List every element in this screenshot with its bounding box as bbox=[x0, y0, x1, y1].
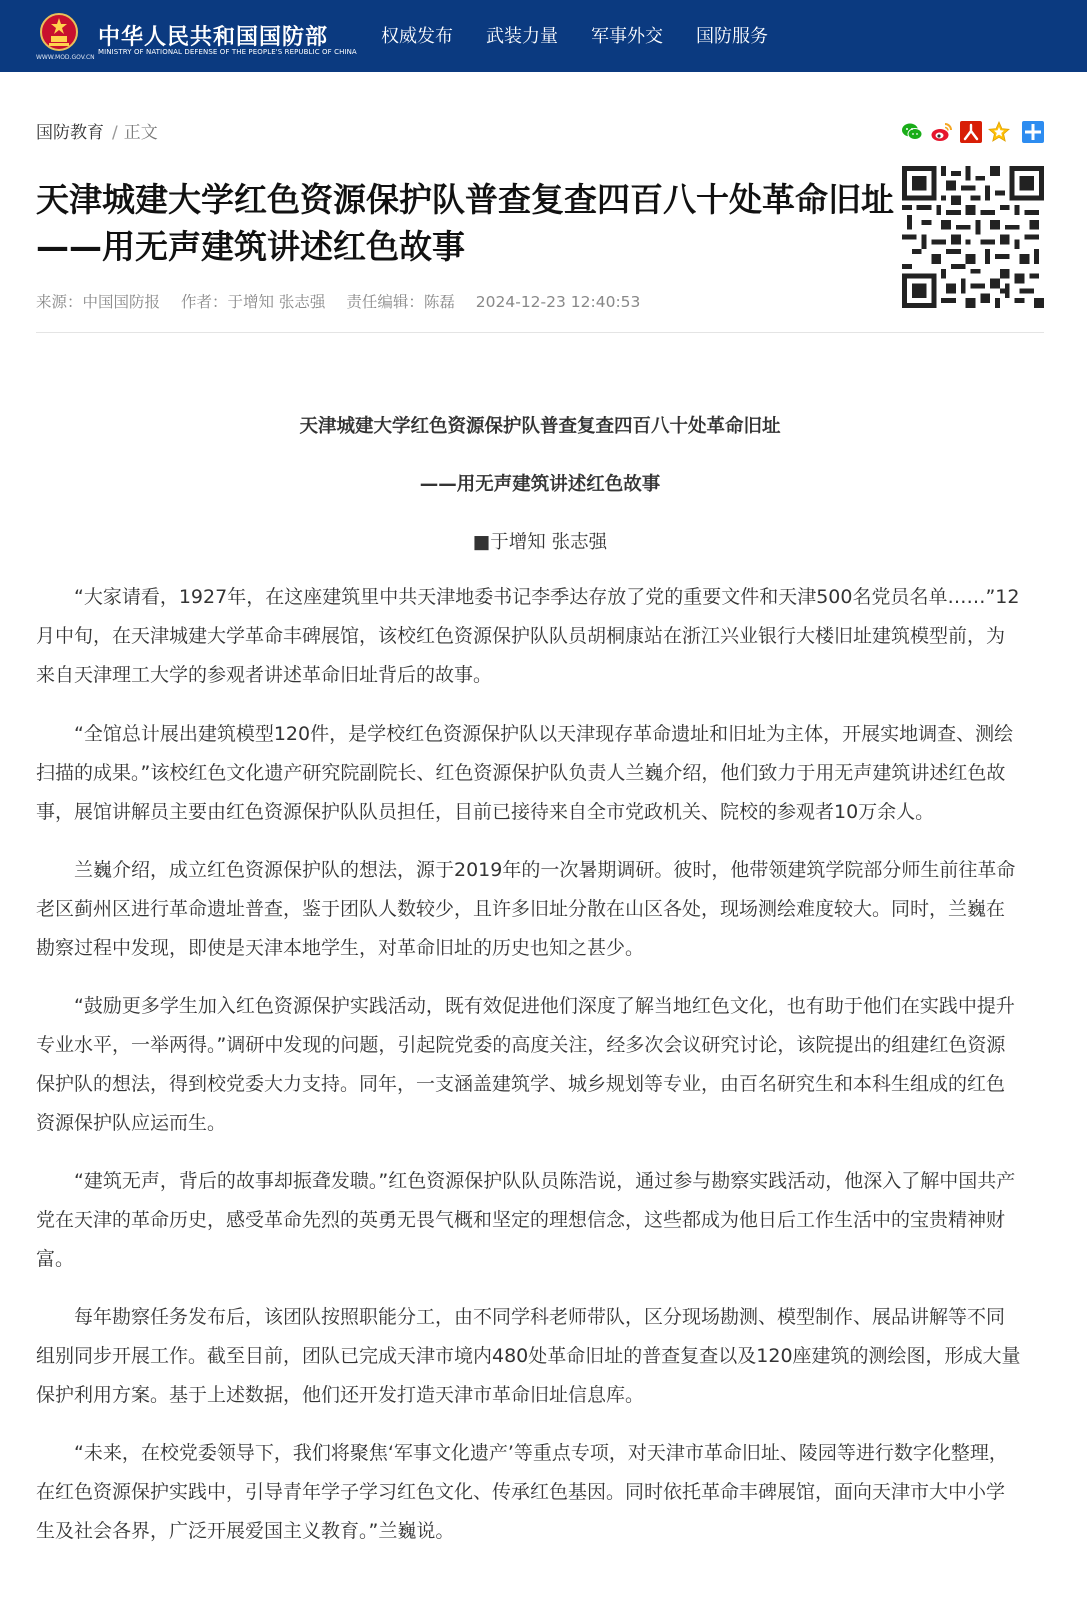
article-byline: ■于增知 张志强 bbox=[472, 532, 608, 553]
favorite-icon[interactable] bbox=[987, 120, 1011, 144]
article-paragraph: “未来，在校党委领导下，我们将聚焦‘军事文化遗产’等重点专项，对天津市革命旧址、陵园等进行数字化整理，在红色资源保护实践中，引导青年学子学习红色文化、传承红色基因。同时依托革命丰碑展馆，面向天津市大中小学生及社会各界，广泛开展爱国主义教育。”兰巍说。 bbox=[36, 1442, 1008, 1542]
article-headline: 天津城建大学红色资源保护队普查复查四百八十处革命旧址——用无声建筑讲述红色故事 bbox=[36, 180, 894, 266]
site-header bbox=[0, 0, 1087, 72]
article-title-line1: 天津城建大学红色资源保护队普查复查四百八十处革命旧址 bbox=[299, 416, 781, 437]
article-paragraph: 兰巍介绍，成立红色资源保护队的想法，源于2019年的一次暑期调研。彼时，他带领建筑学院部分师生前往革命老区蓟州区进行革命遗址普查，鉴于团队人数较少，且许多旧址分散在山区各处，现场测绘难度较大。同时，兰巍在勘察过程中发现，即使是天津本地学生，对革命旧址的历史也知之甚少。 bbox=[36, 859, 1016, 959]
nav-item-armed-forces[interactable]: 武装力量 bbox=[486, 26, 558, 47]
breadcrumb bbox=[36, 118, 158, 143]
site-logo[interactable] bbox=[36, 8, 357, 64]
article-paragraph: “大家请看，1927年，在这座建筑里中共天津地委书记李季达存放了党的重要文件和天津500名党员名单……”12月中旬，在天津城建大学革命丰碑展馆，该校红色资源保护队队员胡桐康站在浙江兴业银行大楼旧址建筑模型前，为来自天津理工大学的参观者讲述革命旧址背后的故事。 bbox=[36, 586, 1020, 686]
site-name-en: MINISTRY OF NATIONAL DEFENSE OF THE PEOPLE'S REPUBLIC OF CHINA bbox=[98, 48, 357, 56]
breadcrumb-section-link[interactable]: 国防教育 bbox=[36, 123, 104, 143]
weibo-icon[interactable] bbox=[930, 120, 954, 144]
breadcrumb-separator: / bbox=[112, 123, 118, 143]
header-divider bbox=[36, 332, 1044, 333]
nav-item-defense-services[interactable]: 国防服务 bbox=[696, 26, 768, 47]
breadcrumb-current: 正文 bbox=[123, 123, 158, 143]
meta-editor: 责任编辑：陈磊 bbox=[346, 293, 455, 311]
more-share-icon[interactable] bbox=[1021, 120, 1045, 144]
site-url: WWW.MOD.GOV.CN bbox=[36, 54, 95, 61]
meta-source: 来源：中国国防报 bbox=[36, 293, 161, 311]
wechat-icon[interactable] bbox=[900, 120, 924, 144]
article-paragraph: “建筑无声，背后的故事却振聋发聩。”红色资源保护队队员陈浩说，通过参与勘察实践活动，他深入了解中国共产党在天津的革命历史，感受革命先烈的英勇无畏气概和坚定的理想信念，这些都成为他日后工作生活中的宝贵精神财富。 bbox=[36, 1170, 1016, 1270]
article-paragraph: “鼓励更多学生加入红色资源保护实践活动，既有效促进他们深度了解当地红色文化，也有助于他们在实践中提升专业水平，一举两得。”调研中发现的问题，引起院党委的高度关注，经多次会议研究讨论，该院提出的组建红色资源保护队的想法，得到校党委大力支持。同年，一支涵盖建筑学、城乡规划等专业，由百名研究生和本科生组成的红色资源保护队应运而生。 bbox=[36, 995, 1015, 1134]
national-emblem-icon bbox=[40, 12, 78, 52]
article-title-line2: ——用无声建筑讲述红色故事 bbox=[419, 474, 661, 495]
nav-item-announcements[interactable]: 权威发布 bbox=[381, 26, 453, 47]
people-icon[interactable] bbox=[959, 120, 983, 144]
qr-code bbox=[902, 166, 1044, 308]
meta-author: 作者：于增知 张志强 bbox=[180, 293, 326, 311]
nav-item-military-diplomacy[interactable]: 军事外交 bbox=[591, 26, 663, 47]
article-paragraph: “全馆总计展出建筑模型120件，是学校红色资源保护队以天津现存革命遗址和旧址为主体，开展实地调查、测绘扫描的成果。”该校红色文化遗产研究院副院长、红色资源保护队负责人兰巍介绍，他们致力于用无声建筑讲述红色故事，展馆讲解员主要由红色资源保护队队员担任，目前已接待来自全市党政机关、院校的参观者10万余人。 bbox=[36, 723, 1014, 823]
article-meta bbox=[36, 290, 656, 312]
site-name-cn: 中华人民共和国国防部 bbox=[98, 25, 329, 50]
article-paragraph: 每年勘察任务发布后，该团队按照职能分工，由不同学科老师带队，区分现场勘测、模型制作、展品讲解等不同组别同步开展工作。截至目前，团队已完成天津市境内480处革命旧址的普查复查以及120座建筑的测绘图，形成大量保护利用方案。基于上述数据，他们还开发打造天津市革命旧址信息库。 bbox=[36, 1306, 1021, 1406]
meta-datetime: 2024-12-23 12:40:53 bbox=[475, 293, 641, 311]
